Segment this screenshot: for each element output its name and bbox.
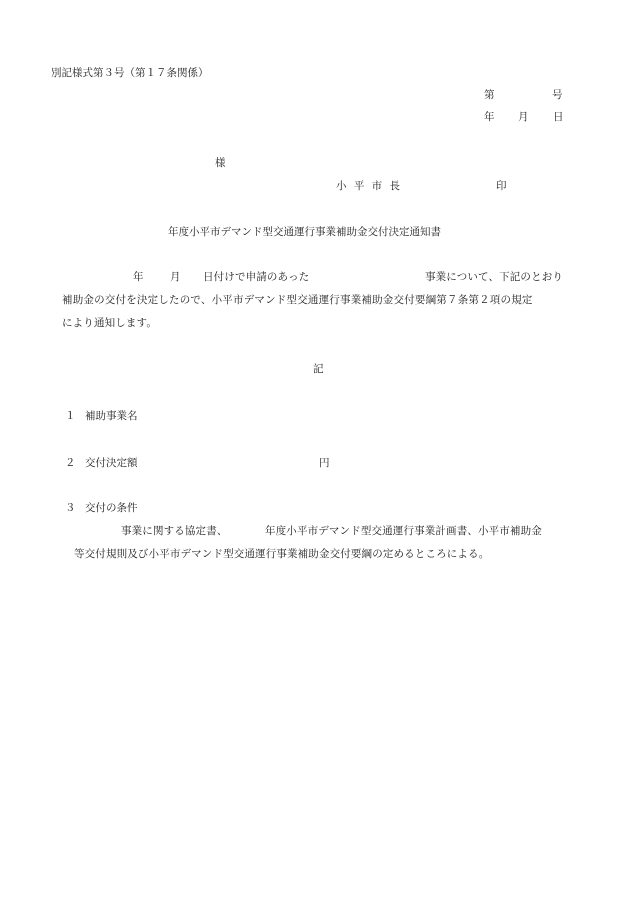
item-2-unit: 円	[319, 457, 330, 469]
body-line-3: により通知します。	[62, 317, 158, 329]
conditions-line-2: 等交付規則及び小平市デマンド型交通運行事業補助金交付要綱の定めるところによる。	[74, 548, 490, 560]
body-line-2: 補助金の交付を決定したので、小平市デマンド型交通運行事業補助金交付要綱第７条第２項の規定	[62, 294, 533, 306]
document-title: 年度小平市デマンド型交通運行事業補助金交付決定通知書	[168, 226, 441, 238]
ki-heading: 記	[313, 363, 324, 375]
doc-number-suffix: 号	[552, 89, 563, 101]
body-month: 月	[170, 271, 181, 283]
date-month: 月	[518, 111, 529, 123]
date-year: 年	[484, 111, 495, 123]
item-1-label: 補助事業名	[85, 410, 138, 422]
body-date-clause: 日付けで申請のあった	[203, 271, 310, 283]
doc-number-prefix: 第	[484, 89, 495, 101]
item-3-label: 交付の条件	[85, 502, 138, 514]
date-day: 日	[553, 111, 564, 123]
body-year: 年	[133, 271, 144, 283]
issuer-title: 小 平 市 長	[336, 180, 403, 192]
item-2-number: ２	[65, 457, 76, 469]
item-1-number: １	[65, 410, 76, 422]
body-project-clause: 事業について、下記のとおり	[425, 271, 564, 283]
item-3-number: ３	[65, 502, 76, 514]
conditions-agreement: 事業に関する協定書、	[121, 525, 228, 537]
form-label: 別記様式第３号（第１７条関係）	[51, 67, 209, 79]
addressee-suffix: 様	[215, 157, 226, 169]
item-2-label: 交付決定額	[85, 457, 138, 469]
issuer-seal: 印	[496, 180, 507, 192]
conditions-plan: 年度小平市デマンド型交通運行事業計画書、小平市補助金	[265, 525, 542, 537]
